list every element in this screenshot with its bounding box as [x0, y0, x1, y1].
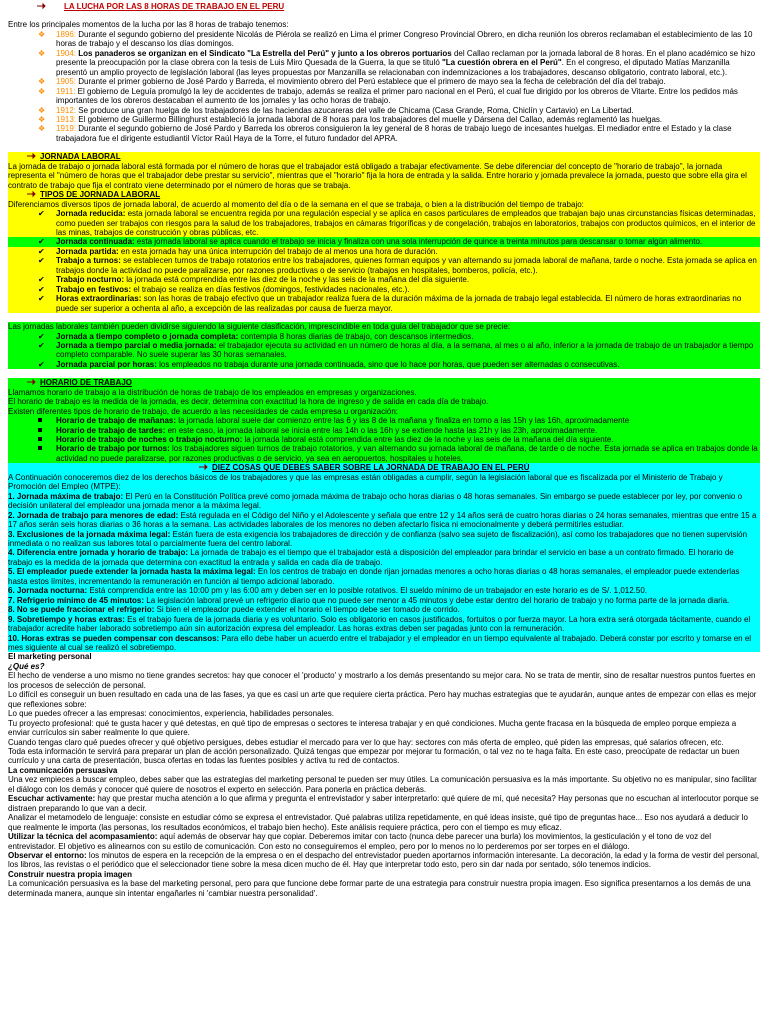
marketing-paragraph: Tu proyecto profesional: qué te gusta hacer y qué detestas, en qué tipo de empresas o sectores te interesa trabajar y en qué condiciones. Mucha gente fracasa en la búsqueda de empleo porque empieza a enviar currículos sin saber realmente lo que quiere.: [8, 718, 737, 738]
tipo-item: ✔ Trabajo nocturno: la jornada está comprendida entre las diez de la noche y las seis de la mañana del día siguiente.: [8, 275, 760, 284]
diez-item: 2. Jornada de trabajo para menores de edad: Está regulada en el Código del Niño y el Adolescente y señala que entre 12 y 14 años será de cuatro horas diarias o 24 horas semanales, mientras que entre 15 a 17 años serán seis horas diarias o 36 horas a la semana. Las actividades laborales de los menores no deben afectarlo física ni emocionalmente y deberá permitirles estudiar.: [8, 511, 760, 530]
comunicacion-text: Una vez empieces a buscar empleo, debes saber que las estrategias del marketing personal te pueden ser muy útiles. La comunicación persuasiva es la más importante. Su objetivo no es manipular, sino facilitar el diálogo con los demás y conocer qué quiere de nosotros el experto en selección. Para ponerla en práctica deberás.: [8, 775, 757, 794]
checkmark-icon: ✔: [38, 340, 45, 350]
hand-pointer-icon: [26, 378, 36, 386]
diez-item: 5. El empleador puede extender la jornada hasta la máxima legal: En los centros de trabajo en donde rijan jornadas menores a ocho horas diarias o 48 horas semanales, el empleador puede extenderlas hasta estos límites, incrementando la remuneración en función al tiempo adicional laborado.: [8, 567, 760, 586]
section-heading-diez: DIEZ COSAS QUE DEBES SABER SOBRE LA JORNADA DE TRABAJO EN EL PERÚ: [8, 463, 760, 472]
tipo-item: ✔ Jornada continuada: esta jornada laboral se aplica cuando el trabajo se inicia y finaliza con una sola interrupción de quince a treinta minutos para descansar o tomar algún alimento.: [8, 237, 760, 246]
tip-item: Observar el entorno: los minutos de espera en la recepción de la empresa o en el despacho del entrevistador pueden aportarnos información interesante. La decoración, la edad y la forma de vestir del personal, los libros, las revistas o el periódico que el seleccionador tiene sobre la mesa dicen mucho de él. Hay que interpretar todo esto, pero sin dar nada por sentado, sólo tenemos indicios.: [8, 850, 760, 870]
tipo-item: ✔ Jornada partida: en esta jornada hay una única interrupción del trabajo de al menos una hora de duración.: [8, 247, 760, 256]
hand-pointer-icon: [36, 2, 46, 10]
timeline-item: ❖ 1912: Se produce una gran huelga de los trabajadores de las haciendas azucareras del valle de Chicama (Casa Grande, Roma, Chiclín y Cartavio) en La Libertad.: [38, 105, 634, 115]
tipos-intro: Diferenciamos diversos tipos de jornada laboral, de acuerdo al momento del día o de la semana en el que se trabaja, o bien a la distribución del tiempo de trabajo:: [8, 200, 760, 209]
section-heading-horario: HORARIO DE TRABAJO: [8, 378, 760, 387]
marketing-heading: El marketing personal: [8, 652, 92, 662]
checkmark-icon: ✔: [38, 284, 45, 294]
checkmark-icon: ✔: [38, 294, 45, 304]
marketing-paragraph: El hecho de venderse a uno mismo no tiene grandes secretos: hay que conocer el 'producto' y mostrarlo a los demás presentando su mejor cara. No se trata de mentir, sino de resaltar nuestros puntos fuertes en los procesos de selección de personal.: [8, 671, 756, 690]
diamond-bullet-icon: ❖: [38, 48, 46, 58]
square-bullet-icon: [38, 416, 42, 425]
timeline-item: ❖ 1904: Los panaderos se organizan en el Sindicato "La Estrella del Perú" y junto a los obreros portuarios del Callao reclaman por la jornada laboral de 8 horas. En el plano académico se hizo presente la preocupación por la clase obrera con la tesis de Luis Miro Quesada de la Guerra, la que se tituló "La cuestión obrera en el Perú". En el congreso, el diputado Matías Manzanilla presentó un amplio proyecto de legislación laboral (las leyes propuestas por Manzanilla se relacionaban con indemnizaciones a los trabajadores, descanso obligatorio, contrato laboral, etc.).: [38, 48, 756, 77]
timeline-item: ❖ 1911: El gobierno de Leguía promulgó la ley de accidentes de trabajo, además se realiza el primer paro nacional en el Perú, el cual fue dirigido por los obreros de Vitarte. Entre los pedidos más importantes de los obreros destacaban el aumento de los jornales y las ocho horas de trabajo.: [38, 86, 738, 106]
tip-item: Analizar el metamodelo de lenguaje: consiste en estudiar cómo se expresa el entrevistador. Qué palabras utiliza repetidamente, en qué ideas insiste, qué tipo de preguntas hace... Eso nos ayudará a deducir lo que realmente le importa (las personas, los resultados económicos, el trabajo bien hecho). Este análisis requiere práctica, pero con el tiempo es muy eficaz.: [8, 813, 749, 832]
timeline-item: ❖ 1913: El gobierno de Guillermo Billinghurst estableció la jornada laboral de 8 horas para los trabajadores del muelle y Dársena del Callao, además reglamentó las huelgas.: [38, 114, 663, 124]
diez-list: [8, 492, 760, 653]
diamond-bullet-icon: ❖: [38, 29, 46, 39]
jornada-text: La jornada de trabajo o jornada laboral está formada por el número de horas que el trabajador está obligado a trabajar efectivamente. Se debe diferenciar del concepto de "horario de trabajo", la jornada representa el "número de horas que el trabajador debe prestar su servicio", mientras que el "horario" fija la hora de entrada y la salida. Entre horario y jornada prevalece la jornada, puesto que sobre ella gira el contrato de trabajo que fija el contrato viene determinado por el número de horas que se trabaja.: [8, 162, 760, 190]
diez-item: 10. Horas extras se pueden compensar con descansos: Para ello debe haber un acuerdo entre el trabajador y el empleador en un tiempo equivalente al trabajado. Deberá constar por escrito y tomarse en el mes siguiente al cual se realizó el sobretiempo.: [8, 634, 760, 653]
comunicacion-heading: La comunicación persuasiva: [8, 765, 118, 775]
square-bullet-icon: [38, 435, 42, 444]
marketing-paragraph: Cuando tengas claro qué puedes ofrecer y qué objetivo persigues, debes estudiar el mercado para ver lo que hay: sectores con más oferta de empleo, qué piden las empresas, qué salarios ofrecen, etc.: [8, 737, 724, 747]
clasif-item: ✔ Jornada a tiempo parcial o media jornada: el trabajador ejecuta su actividad en un número de horas al día, a la semana, al mes o al año, inferior a la jornada de trabajo de un trabajador a tiempo completo comparable. No suele superar las 30 horas semanales.: [8, 341, 760, 360]
hand-pointer-icon: [26, 190, 36, 198]
tip-item: Escuchar activamente: hay que prestar mucha atención a lo que afirma y pregunta el entrevistador y saber interpretarlo: qué quiere de mí, qué necesita? Hay personas que no escuchan al interlocutor porque se distraen preparando lo que van a decir.: [8, 794, 759, 813]
tipos-list: [8, 209, 760, 313]
horario-line: Existen diferentes tipos de horario de trabajo, de acuerdo a las necesidades de cada empresa u organización:: [8, 407, 760, 416]
diamond-bullet-icon: ❖: [38, 86, 46, 96]
diez-item: 4. Diferencia entre jornada y horario de trabajo: La jornada de trabajo es el tiempo que el trabajador está a disposición del empleador para brindar el servicio en base a un contrato firmado. El horario de trabajo es la medida de la jornada que determina con exactitud la entrada y salida en cada día de trabajo.: [8, 548, 760, 567]
diez-item: 8. No se puede fraccionar el refrigerio: Si bien el empleador puede extender el horario el tiempo debe ser tomado de corrido.: [8, 605, 760, 614]
diez-item: 3. Exclusiones de la jornada máxima legal: Están fuera de esta exigencia los trabajadores de dirección y de confianza (salvo sea sujeto de fiscalización), así como los trabajadores que no tienen supervisión inmediata o no realizan sus labores total o parcialmente fuera del centro laboral.: [8, 530, 760, 549]
square-bullet-icon: [38, 426, 42, 435]
hand-pointer-icon: [26, 152, 36, 160]
diez-item: 6. Jornada nocturna: Está comprendida entre las 10:00 pm y las 6:00 am y deben ser en lo posible rotativos. El sueldo mínimo de un trabajador en este horario es de S/. 1,012.50.: [8, 586, 760, 595]
checkmark-icon: ✔: [38, 359, 45, 369]
diamond-bullet-icon: ❖: [38, 114, 46, 124]
tip-item: Utilizar la técnica del acompasamiento: aquí además de observar hay que copiar. Deberemos imitar con tacto (nunca debe parecer una burla) los movimientos, la gesticulación y el tono de voz del entrevistador. El objetivo es alinearnos con su estilo de comunicación. Con esto no conseguiremos el empleo, pero por lo menos no lo perderemos por ser torpes en el diálogo.: [8, 832, 712, 851]
diamond-bullet-icon: ❖: [38, 105, 46, 115]
horario-item: Horario de trabajo de noches o trabajo nocturno: la jornada laboral está comprendida entre las diez de la noche y las seis de la mañana del día siguiente.: [8, 435, 760, 444]
checkmark-icon: ✔: [38, 256, 45, 266]
checkmark-icon: ✔: [38, 237, 45, 247]
marketing-paragraph: Lo que puedes ofrecer a las empresas: conocimientos, experiencia, habilidades personales.: [8, 709, 334, 719]
square-bullet-icon: [38, 444, 42, 453]
diez-item: 7. Refrigerio mínimo de 45 minutos: La legislación laboral prevé un refrigerio diario que no puede ser menor a 45 minutos y debe estar dentro del horario de trabajo y no forma parte de la jornada diaria.: [8, 596, 760, 605]
section-heading-jornada: JORNADA LABORAL: [8, 152, 760, 161]
clasif-intro: Las jornadas laborales también pueden dividirse siguiendo la siguiente clasificación, imprescindible en toda guía del trabajador que se precie:: [8, 322, 760, 331]
imagen-text: La comunicación persuasiva es la base del marketing personal, pero para que funcione debe formar parte de una estrategia para construir nuestra propia imagen. Eso significa presentarnos a los demás de una determinada manera, aunque sin intentar engañarles ni 'cambiar nuestra personalidad'.: [8, 879, 751, 898]
intro-text: Entre los principales momentos de la lucha por las 8 horas de trabajo tenemos:: [8, 20, 289, 30]
tipo-item: ✔ Trabajo en festivos: el trabajo se realiza en días festivos (domingos, festividades nacionales, etc.).: [8, 285, 760, 294]
tipo-item: ✔ Jornada reducida: esta jornada laboral se encuentra regida por una regulación especial y se aplica en casos particulares de empleados que trabajan bajo unas circunstancias físicas determinadas, como pueden ser trabajos con riesgos para la salud de los trabajadores, trabajos en cámaras frigoríficas y de congelación, trabajos en laboratorios, trabajos con productos químicos, en el interior de las minas, trabajos de construcción y obras públicas, etc.: [8, 209, 760, 237]
horario-item: Horario de trabajo de mañanas: la jornada laboral suele dar comienzo entre las 6 y las 8 de la mañana y finaliza en torno a las 15h y las 16h, aproximadamente: [8, 416, 760, 425]
timeline-item: ❖ 1919: Durante el segundo gobierno de José Pardo y Barreda los obreros consiguieron la ley general de 8 horas de trabajo luego de incesantes huelgas. El mediador entre el Estado y la clase trabajadora fue el dirigente estudiantil Víctor Raúl Haya de la Torre, el futuro fundador del APRA.: [38, 124, 732, 143]
clasif-item: ✔ Jornada a tiempo completo o jornada completa: contempla 8 horas diarias de trabajo, con descansos intermedios.: [8, 332, 760, 341]
horario-list: [8, 416, 760, 463]
horario-line: El horario de trabajo es la medida de la jornada, es decir, determina con exactitud la hora de ingreso y de salida en cada día de trabajo.: [8, 397, 760, 406]
horario-item: Horario de trabajo por turnos: los trabajadores siguen turnos de trabajo rotatorios, y van alternando su jornada laboral de mañana, de tarde o de noche. Esta jornada se aplica en trabajos donde la actividad no puede paralizarse, por razones productivas o de servicio, ya sea en aeropuertos, hospitales u hoteles.: [8, 444, 760, 463]
clasif-list: [8, 332, 760, 370]
diez-item: 1. Jornada máxima de trabajo: El Perú en la Constitución Política prevé como jornada máxima de trabajo ocho horas diarias o 48 horas semanales. Sin embargo se puede establecer por ley, por convenio o decisión unilateral del empleador una jornada menor a la máxima legal.: [8, 492, 760, 511]
marketing-paragraph: Toda esta información te servirá para preparar un plan de acción personalizado. Quizá tengas que empezar por mejorar tu formación, o tal vez no te haga falta. En este caso, preocúpate de redactar un buen currículo y una carta de presentación, busca ofertas en todas las fuentes posibles y activa tu red de contactos.: [8, 746, 740, 766]
diez-item: 9. Sobretiempo y horas extras: Es el trabajo fuera de la jornada diaria y es voluntario. Solo es obligatorio en casos justificados, fortuitos o por fuerza mayor. La hora extra será otorgada tácitamente, cuando el trabajador acredite haber laborado sobretiempo aún sin autorización expresa del empleador. Las horas extras deben ser pagadas junto con la remuneración.: [8, 615, 760, 634]
section-heading-tipos: TIPOS DE JORNADA LABORAL: [8, 190, 760, 199]
marketing-subheading: ¿Qué es?: [8, 661, 45, 671]
checkmark-icon: ✔: [38, 246, 45, 256]
hand-pointer-icon: [198, 463, 208, 471]
horario-item: Horario de trabajo de tardes: en este caso, la jornada laboral se inicia entre las 14h o las 16h y se extiende hasta las 21h y las 23h, aproximadamente.: [8, 426, 760, 435]
clasif-item: ✔ Jornada parcial por horas: los empleados no trabaja durante una jornada continuada, sino que lo hace por horas, que pueden ser alternadas o consecutivas.: [8, 360, 760, 369]
timeline-item: ❖ 1905: Durante el primer gobierno de José Pardo y Barreda, el movimiento obrero del Perú establece que el primero de mayo sea la fecha de celebración del día del trabajo.: [38, 77, 666, 87]
diamond-bullet-icon: ❖: [38, 77, 46, 87]
diez-intro: A Continuación conoceremos diez de los derechos básicos de los trabajadores y que las empresas están obligadas a cumplir, según la legislación laboral que es fiscalizada por el Ministerio de Trabajo y Promoción del Empleo (MTPE):: [8, 473, 760, 492]
horario-line: Llamamos horario de trabajo a la distribución de horas de trabajo de los empleados en empresas y organizaciones.: [8, 388, 760, 397]
document-title: LA LUCHA POR LAS 8 HORAS DE TRABAJO EN EL PERU: [8, 2, 760, 11]
tipo-item: ✔ Horas extraordinarias: son las horas de trabajo efectivo que un trabajador realiza fuera de la duración máxima de la jornada de trabajo legal establecida. El número de horas extraordinarias no puede ser superior a ochenta al año, a excepción de las realizadas por causa de fuerza mayor.: [8, 294, 760, 313]
imagen-heading: Construir nuestra propia imagen: [8, 869, 133, 879]
tipo-item: ✔ Trabajo a turnos: se establecen turnos de trabajo rotatorios entre los trabajadores, quienes forman equipos y van alternando su jornada laboral de mañana, tarde o noche. Esta jornada se aplica en trabajos donde la actividad no puede paralizarse, por razones productivas o de servicio (trabajos en hospitales, bomberos, policía, etc.).: [8, 256, 760, 275]
checkmark-icon: ✔: [38, 331, 45, 341]
marketing-paragraph: Lo difícil es conseguir un buen resultado en cada una de las fases, ya que es casi un arte que requiere cierta práctica. Pero hay muchas estrategias que te ayudarán, aunque antes de empezar con ellas es mejor que reflexiones sobre:: [8, 690, 757, 709]
checkmark-icon: ✔: [38, 209, 45, 219]
timeline-item: ❖ 1896: Durante el segundo gobierno del presidente Nicolás de Piérola se realizó en Lima el primer Congreso Provincial Obrero, en dicha reunión los obreros reclamaban el establecimiento de las 10 horas de trabajo y el descanso los días domingos.: [38, 29, 753, 49]
diamond-bullet-icon: ❖: [38, 124, 46, 134]
timeline-list: [8, 30, 760, 143]
checkmark-icon: ✔: [38, 275, 45, 285]
